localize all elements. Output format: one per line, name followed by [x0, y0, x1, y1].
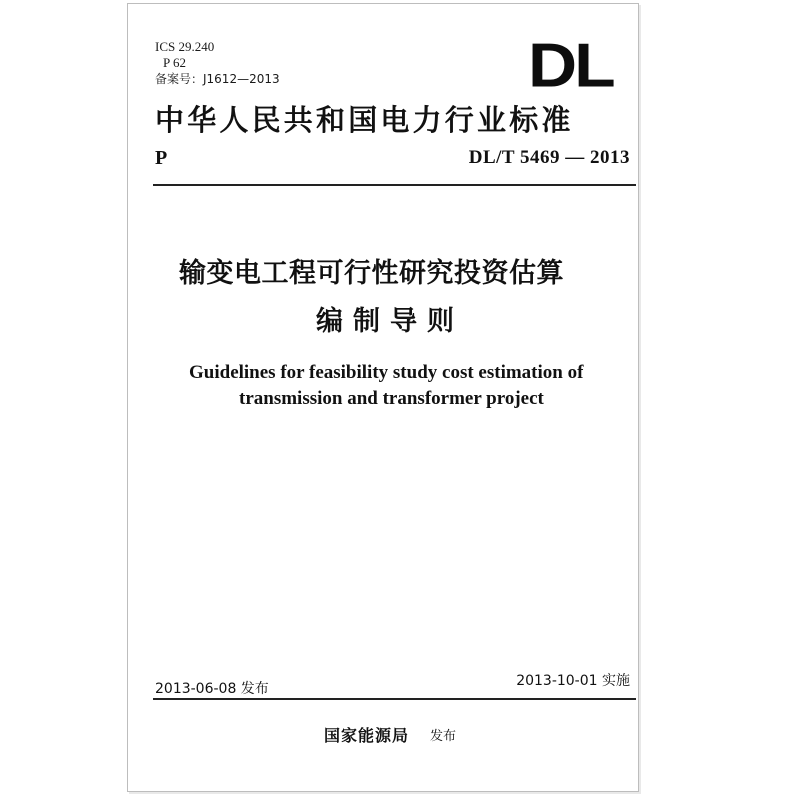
publisher-action: 发布 [430, 729, 457, 744]
classification-code: P 62 [163, 55, 186, 70]
implementation-date: 2013-10-01 实施 [516, 673, 630, 689]
standard-category: P [155, 147, 168, 169]
header-divider [153, 184, 636, 186]
standard-cover [127, 3, 639, 792]
issue-date: 2013-06-08 发布 [155, 681, 269, 697]
standard-number: DL/T 5469 — 2013 [468, 147, 630, 168]
document-title-en-line1: Guidelines for feasibility study cost estimation of [189, 362, 584, 383]
document-title-zh-line2: 编制导则 [316, 306, 464, 337]
record-number: 备案号：J1612—2013 [155, 72, 280, 86]
standard-title: 中华人民共和国电力行业标准 [155, 103, 574, 137]
document-title-en-line2: transmission and transformer project [239, 388, 544, 409]
footer-divider [153, 698, 636, 700]
ics-code: ICS 29.240 [155, 39, 215, 54]
dl-logo: DL [528, 30, 613, 101]
document-title-zh-line1: 输变电工程可行性研究投资估算 [179, 258, 564, 289]
publisher-name: 国家能源局 [324, 726, 410, 745]
